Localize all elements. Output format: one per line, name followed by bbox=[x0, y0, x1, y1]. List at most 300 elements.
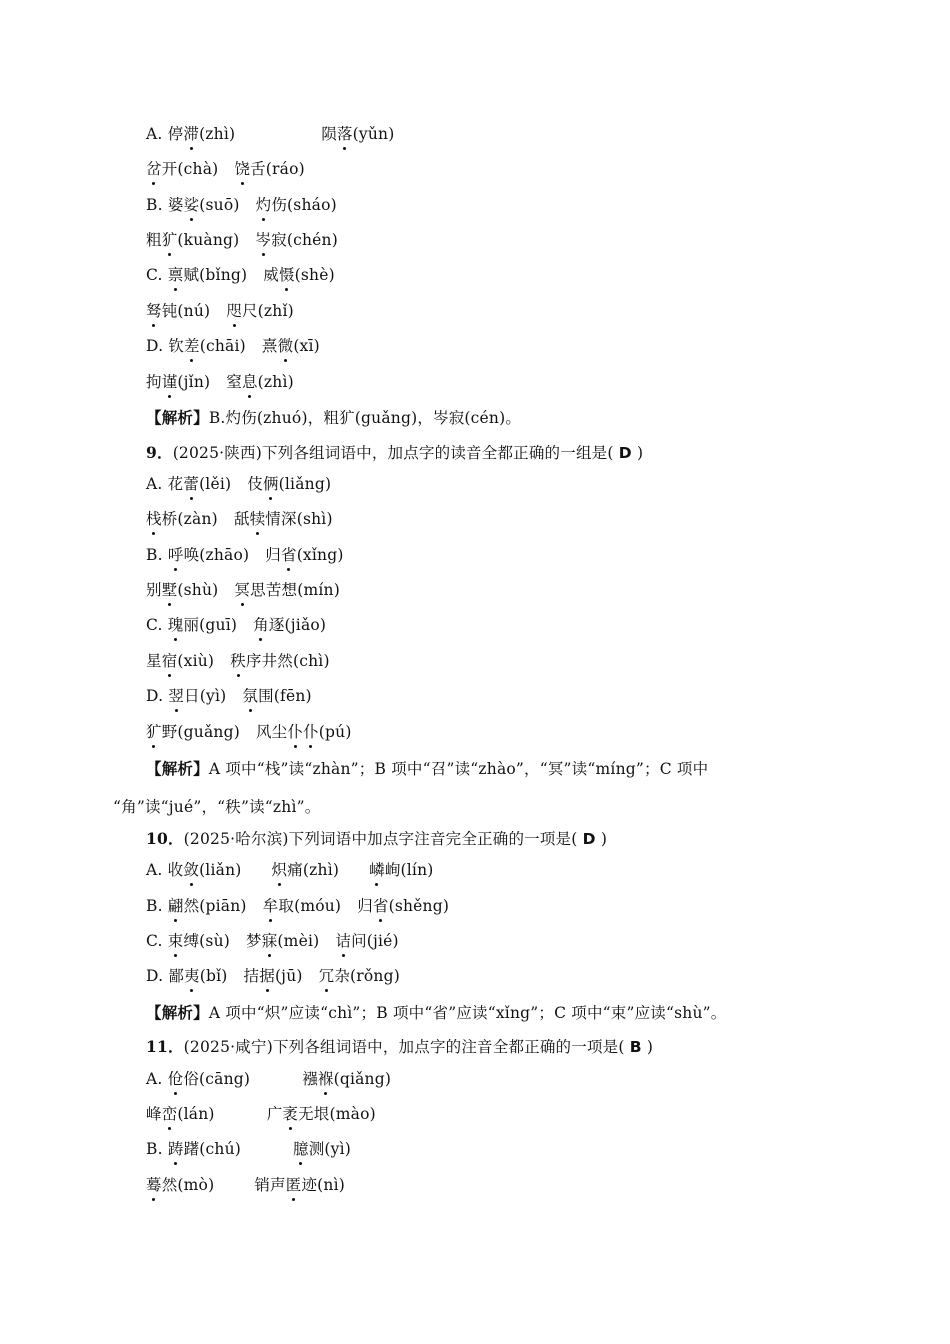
plain-text: 缚(sù) bbox=[183, 932, 231, 950]
text-line-l16 bbox=[146, 651, 330, 671]
text-line-l20 bbox=[113, 797, 320, 817]
dotted-char: 岑 bbox=[255, 231, 272, 249]
dotted-char: 嶙 bbox=[369, 861, 385, 879]
plain-text: (shù) bbox=[177, 581, 219, 599]
plain-text: A 项中“栈”读“zhàn”；B 项中“召”读“zhào”，“冥”读“míng”；C 项中 bbox=[208, 760, 709, 778]
plain-text: 别 bbox=[146, 581, 162, 599]
emphasized-character bbox=[278, 337, 294, 355]
plain-text: 桥(zàn) bbox=[161, 510, 218, 528]
emphasis-dot-icon bbox=[262, 218, 265, 221]
emphasized-character bbox=[183, 125, 199, 143]
emphasized-character bbox=[262, 932, 278, 950]
emphasized-character bbox=[287, 723, 303, 741]
dotted-char: 呼 bbox=[167, 546, 184, 564]
emphasized-character bbox=[168, 1140, 184, 1158]
dotted-char: 匿 bbox=[285, 1176, 302, 1194]
emphasis-dot-icon bbox=[174, 919, 177, 922]
emphasized-character bbox=[168, 932, 184, 950]
dotted-char: 瑰 bbox=[167, 616, 184, 634]
emphasized-character bbox=[168, 687, 184, 705]
plain-text: 杂(rǒng) bbox=[334, 967, 400, 985]
plain-text: (2025·咸宁)下列各组词语中，加点字的注音全都正确的一项是( bbox=[183, 1038, 630, 1056]
emphasis-dot-icon bbox=[324, 1092, 327, 1095]
text-line-l26 bbox=[146, 1003, 726, 1023]
emphasized-character bbox=[184, 337, 200, 355]
emphasis-dot-icon bbox=[175, 709, 178, 712]
dotted-char: 落 bbox=[336, 125, 353, 143]
dotted-char: 犷 bbox=[161, 231, 178, 249]
dotted-char: 臆 bbox=[293, 1140, 309, 1158]
label-text: 9． bbox=[146, 443, 173, 462]
plain-text: (zhì) bbox=[199, 125, 236, 143]
text-line-l10 bbox=[146, 443, 643, 463]
emphasis-dot-icon bbox=[168, 674, 171, 677]
emphasis-dot-icon bbox=[152, 324, 155, 327]
dotted-char: 翩 bbox=[167, 897, 184, 915]
dotted-char: 俩 bbox=[262, 475, 279, 493]
emphasized-character bbox=[168, 266, 184, 284]
emphasis-dot-icon bbox=[268, 954, 271, 957]
plain-text: 然(mò) bbox=[161, 1176, 215, 1194]
emphasis-dot-icon bbox=[325, 989, 328, 992]
dotted-char: 束 bbox=[167, 932, 184, 950]
text-line-l29 bbox=[146, 1104, 376, 1124]
plain-text: 钦 bbox=[168, 337, 185, 355]
label-text: 【解析】 bbox=[146, 1003, 209, 1022]
emphasized-character bbox=[279, 266, 295, 284]
dotted-char: 踌 bbox=[167, 1140, 184, 1158]
plain-text: A. bbox=[146, 475, 168, 493]
plain-text: B. bbox=[146, 1140, 168, 1158]
emphasized-character bbox=[281, 546, 297, 564]
emphasis-dot-icon bbox=[343, 147, 346, 150]
emphasis-dot-icon bbox=[168, 395, 171, 398]
plain-text: 思苦想(mín) bbox=[250, 581, 340, 599]
dotted-char: 牟 bbox=[262, 897, 279, 915]
dotted-char: 省 bbox=[280, 546, 297, 564]
plain-text: D. bbox=[146, 337, 169, 355]
plain-text: (qiǎng) bbox=[333, 1070, 392, 1088]
plain-text: 伎 bbox=[247, 475, 263, 493]
plain-text: B. bbox=[146, 897, 168, 915]
emphasized-character bbox=[230, 652, 246, 670]
dotted-char: 蕾 bbox=[183, 475, 200, 493]
text-line-l15 bbox=[146, 615, 326, 635]
text-line-l11 bbox=[146, 474, 331, 494]
dotted-char: 冥 bbox=[234, 581, 251, 599]
answer-letter: B bbox=[629, 1038, 642, 1056]
emphasis-dot-icon bbox=[190, 497, 193, 500]
emphasized-character bbox=[335, 932, 351, 950]
plain-text: (pú) bbox=[318, 723, 352, 741]
plain-text: 丽(guī) bbox=[183, 616, 238, 634]
plain-text: 寂(chén) bbox=[271, 231, 338, 249]
dotted-char: 寐 bbox=[261, 932, 278, 950]
emphasis-dot-icon bbox=[284, 359, 287, 362]
plain-text: 峰 bbox=[146, 1105, 162, 1123]
text-line-l24 bbox=[146, 931, 399, 951]
dotted-char: 省 bbox=[372, 897, 389, 915]
emphasized-character bbox=[146, 302, 162, 320]
dotted-char: 娑 bbox=[183, 196, 200, 214]
plain-text: (lěi) bbox=[199, 475, 232, 493]
label-text: 10． bbox=[146, 829, 184, 848]
emphasized-character bbox=[242, 373, 258, 391]
dotted-char: 滞 bbox=[183, 125, 200, 143]
text-line-l14 bbox=[146, 580, 340, 600]
emphasized-character bbox=[146, 160, 162, 178]
emphasis-dot-icon bbox=[287, 568, 290, 571]
plain-text: ) bbox=[595, 830, 608, 848]
plain-text: 测(yì) bbox=[308, 1140, 352, 1158]
text-line-l12 bbox=[146, 509, 333, 529]
emphasized-character bbox=[259, 967, 275, 985]
emphasis-dot-icon bbox=[292, 1198, 295, 1201]
plain-text: C. bbox=[146, 932, 168, 950]
emphasized-character bbox=[250, 510, 266, 528]
emphasized-character bbox=[162, 652, 178, 670]
emphasized-character bbox=[168, 616, 184, 634]
plain-text: 伤(sháo) bbox=[271, 196, 337, 214]
emphasized-character bbox=[369, 861, 385, 879]
dotted-char: 峦 bbox=[161, 1105, 178, 1123]
plain-text: 序井然(chì) bbox=[245, 652, 330, 670]
plain-text: 无垠(mào) bbox=[298, 1105, 376, 1123]
dotted-char: 谨 bbox=[161, 373, 178, 391]
plain-text: 风尘 bbox=[255, 723, 288, 741]
emphasized-character bbox=[373, 897, 389, 915]
label-text: 【解析】 bbox=[146, 759, 209, 778]
emphasized-character bbox=[146, 1176, 162, 1194]
emphasized-character bbox=[272, 861, 288, 879]
plain-text: (xī) bbox=[293, 337, 320, 355]
plain-text: (xiù) bbox=[177, 652, 215, 670]
dotted-char: 敛 bbox=[183, 861, 200, 879]
plain-text: (shěng) bbox=[388, 897, 450, 915]
dotted-char: 慑 bbox=[278, 266, 295, 284]
plain-text: 取(móu) bbox=[278, 897, 342, 915]
emphasis-dot-icon bbox=[269, 497, 272, 500]
plain-text: B. bbox=[146, 196, 168, 214]
emphasis-dot-icon bbox=[190, 359, 193, 362]
emphasized-character bbox=[256, 196, 272, 214]
plain-text: 逐(jiǎo) bbox=[268, 616, 327, 634]
text-line-l25 bbox=[146, 966, 400, 986]
dotted-char: 袤 bbox=[282, 1105, 299, 1123]
plain-text: 问(jié) bbox=[351, 932, 399, 950]
emphasis-dot-icon bbox=[248, 395, 251, 398]
dotted-char: 咫 bbox=[226, 302, 242, 320]
text-line-l28 bbox=[146, 1069, 391, 1089]
emphasized-character bbox=[162, 231, 178, 249]
plain-text: (suō) bbox=[199, 196, 240, 214]
text-line-l5 bbox=[146, 265, 335, 285]
plain-text: 襁 bbox=[302, 1070, 318, 1088]
dotted-char: 岔 bbox=[146, 160, 162, 178]
emphasis-dot-icon bbox=[241, 603, 244, 606]
plain-text: A 项中“炽”应读“chì”；B 项中“省”应读“xǐng”；C 项中“束”应读“shù”。 bbox=[208, 1004, 727, 1022]
plain-text: (chāi) bbox=[199, 337, 246, 355]
plain-text: B.灼伤(zhuó)，粗犷(guǎng)，岑寂(cén)。 bbox=[208, 409, 522, 427]
plain-text: (liǎn) bbox=[199, 861, 242, 879]
label-text: 11． bbox=[146, 1037, 184, 1056]
emphasis-dot-icon bbox=[190, 147, 193, 150]
text-line-l13 bbox=[146, 545, 344, 565]
text-line-l27 bbox=[146, 1037, 653, 1057]
plain-text: A. bbox=[146, 125, 168, 143]
plain-text: ) bbox=[641, 1038, 654, 1056]
emphasis-dot-icon bbox=[241, 182, 244, 185]
text-line-l2 bbox=[146, 159, 305, 179]
answer-letter: D bbox=[618, 444, 632, 462]
emphasized-character bbox=[234, 581, 250, 599]
emphasis-dot-icon bbox=[249, 709, 252, 712]
dotted-char: 褓 bbox=[317, 1070, 334, 1088]
emphasized-character bbox=[319, 967, 335, 985]
emphasized-character bbox=[242, 687, 258, 705]
plain-text: 拘 bbox=[146, 373, 162, 391]
dotted-char: 犷 bbox=[146, 723, 162, 741]
plain-text: “角”读“jué”，“秩”读“zhì”。 bbox=[113, 798, 321, 816]
emphasis-dot-icon bbox=[342, 954, 345, 957]
plain-text: C. bbox=[146, 616, 168, 634]
emphasized-character bbox=[234, 160, 250, 178]
emphasized-character bbox=[162, 373, 178, 391]
plain-text: (2025·哈尔滨)下列词语中加点字注音完全正确的一项是( bbox=[183, 830, 583, 848]
emphasized-character bbox=[162, 1105, 178, 1123]
plain-text: 拮 bbox=[243, 967, 260, 985]
text-line-l30 bbox=[146, 1139, 351, 1159]
plain-text: D. bbox=[146, 967, 169, 985]
dotted-char: 夷 bbox=[184, 967, 200, 985]
dotted-char: 据 bbox=[259, 967, 275, 985]
text-line-l19 bbox=[146, 759, 708, 779]
dotted-char: 微 bbox=[277, 337, 294, 355]
plain-text: 舐 bbox=[233, 510, 250, 528]
emphasis-dot-icon bbox=[237, 674, 240, 677]
plain-text: 归 bbox=[357, 897, 373, 915]
emphasized-character bbox=[162, 581, 178, 599]
dotted-char: 驽 bbox=[146, 302, 162, 320]
plain-text: 陨 bbox=[321, 125, 337, 143]
emphasis-dot-icon bbox=[266, 989, 269, 992]
plain-text: (2025·陕西)下列各组词语中，加点字的读音全都正确的一组是( bbox=[172, 444, 619, 462]
emphasized-character bbox=[286, 1176, 302, 1194]
emphasized-character bbox=[226, 302, 242, 320]
plain-text: 开(chà) bbox=[161, 160, 219, 178]
plain-text: 熹 bbox=[261, 337, 278, 355]
emphasis-dot-icon bbox=[259, 638, 262, 641]
text-line-l17 bbox=[146, 686, 312, 706]
emphasized-character bbox=[293, 1140, 309, 1158]
plain-text: 婆 bbox=[167, 196, 184, 214]
emphasis-dot-icon bbox=[174, 568, 177, 571]
plain-text: 舌(ráo) bbox=[250, 160, 305, 178]
dotted-char: 诘 bbox=[335, 932, 352, 950]
plain-text: 钝(nú) bbox=[161, 302, 211, 320]
emphasis-dot-icon bbox=[174, 638, 177, 641]
emphasis-dot-icon bbox=[168, 1127, 171, 1130]
emphasis-dot-icon bbox=[152, 1198, 155, 1201]
emphasis-dot-icon bbox=[152, 532, 155, 535]
plain-text: 日(yì) bbox=[184, 687, 227, 705]
emphasis-dot-icon bbox=[285, 288, 288, 291]
plain-text: 俗(cāng) bbox=[183, 1070, 251, 1088]
dotted-char: 饶 bbox=[234, 160, 251, 178]
dotted-char: 角 bbox=[253, 616, 269, 634]
emphasized-character bbox=[168, 897, 184, 915]
emphasis-dot-icon bbox=[174, 1162, 177, 1165]
plain-text: 迹(nì) bbox=[301, 1176, 345, 1194]
label-text: 【解析】 bbox=[146, 408, 209, 427]
emphasized-character bbox=[184, 967, 200, 985]
plain-text: 花 bbox=[167, 475, 184, 493]
emphasis-dot-icon bbox=[309, 745, 312, 748]
emphasis-dot-icon bbox=[262, 253, 265, 256]
plain-text: D. bbox=[146, 687, 169, 705]
emphasized-character bbox=[337, 125, 353, 143]
dotted-char: 翌 bbox=[168, 687, 185, 705]
plain-text: 归 bbox=[265, 546, 281, 564]
emphasis-dot-icon bbox=[168, 603, 171, 606]
plain-text: (jǐn) bbox=[177, 373, 211, 391]
emphasized-character bbox=[168, 1070, 184, 1088]
dotted-char: 墅 bbox=[161, 581, 178, 599]
plain-text: B. bbox=[146, 546, 168, 564]
text-line-l4 bbox=[146, 230, 338, 250]
dotted-char: 息 bbox=[241, 373, 258, 391]
plain-text: (shè) bbox=[294, 266, 335, 284]
emphasis-dot-icon bbox=[190, 883, 193, 886]
emphasized-character bbox=[183, 861, 199, 879]
text-line-l22 bbox=[146, 860, 434, 880]
emphasis-dot-icon bbox=[233, 324, 236, 327]
plain-text: 情深(shì) bbox=[265, 510, 333, 528]
text-line-l1 bbox=[146, 124, 395, 144]
emphasis-dot-icon bbox=[168, 253, 171, 256]
emphasis-dot-icon bbox=[294, 745, 297, 748]
plain-text: 窒 bbox=[226, 373, 242, 391]
plain-text: (lán) bbox=[177, 1105, 215, 1123]
emphasis-dot-icon bbox=[174, 288, 177, 291]
plain-text: 停 bbox=[167, 125, 184, 143]
plain-text: 围(fēn) bbox=[258, 687, 312, 705]
answer-letter: D bbox=[582, 830, 596, 848]
plain-text: (kuàng) bbox=[177, 231, 240, 249]
dotted-char: 差 bbox=[184, 337, 200, 355]
emphasis-dot-icon bbox=[379, 919, 382, 922]
text-line-l7 bbox=[146, 336, 320, 356]
dotted-char: 宿 bbox=[161, 652, 178, 670]
emphasized-character bbox=[263, 897, 279, 915]
emphasized-character bbox=[184, 196, 200, 214]
dotted-char: 禀 bbox=[167, 266, 184, 284]
plain-text: 唤(zhāo) bbox=[183, 546, 250, 564]
plain-text: (liǎng) bbox=[278, 475, 332, 493]
text-line-l18 bbox=[146, 722, 352, 742]
text-line-l3 bbox=[146, 195, 337, 215]
plain-text: 星 bbox=[146, 652, 162, 670]
emphasis-dot-icon bbox=[375, 883, 378, 886]
emphasis-dot-icon bbox=[152, 745, 155, 748]
plain-text: (zhì) bbox=[257, 373, 294, 391]
text-line-l21 bbox=[146, 829, 607, 849]
emphasis-dot-icon bbox=[299, 1162, 302, 1165]
dotted-char: 伧 bbox=[167, 1070, 184, 1088]
dotted-char: 秩 bbox=[230, 652, 246, 670]
emphasized-character bbox=[168, 546, 184, 564]
dotted-char: 犊 bbox=[249, 510, 266, 528]
dotted-char: 仆 bbox=[287, 723, 304, 741]
emphasized-character bbox=[282, 1105, 298, 1123]
emphasized-character bbox=[183, 475, 199, 493]
plain-text: 痛(zhì) bbox=[287, 861, 340, 879]
emphasis-dot-icon bbox=[190, 989, 193, 992]
plain-text: ) bbox=[631, 444, 644, 462]
plain-text: 野(guǎng) bbox=[161, 723, 240, 741]
plain-text: (jū) bbox=[274, 967, 303, 985]
emphasis-dot-icon bbox=[278, 883, 281, 886]
dotted-char: 冗 bbox=[318, 967, 335, 985]
plain-text: 峋(lín) bbox=[384, 861, 434, 879]
plain-text: A. bbox=[146, 861, 168, 879]
plain-text: (mèi) bbox=[277, 932, 320, 950]
dotted-char: 栈 bbox=[146, 510, 162, 528]
plain-text: 躇(chú) bbox=[183, 1140, 242, 1158]
plain-text: C. bbox=[146, 266, 168, 284]
emphasized-character bbox=[318, 1070, 334, 1088]
emphasized-character bbox=[146, 510, 162, 528]
emphasis-dot-icon bbox=[174, 1092, 177, 1095]
emphasis-dot-icon bbox=[152, 182, 155, 185]
plain-text: 广 bbox=[266, 1105, 283, 1123]
plain-text: (xǐng) bbox=[296, 546, 344, 564]
emphasis-dot-icon bbox=[269, 919, 272, 922]
text-line-l6 bbox=[146, 301, 294, 321]
text-line-l8 bbox=[146, 372, 294, 392]
dotted-char: 炽 bbox=[271, 861, 288, 879]
plain-text: 粗 bbox=[146, 231, 162, 249]
emphasized-character bbox=[263, 475, 279, 493]
plain-text: (yǔn) bbox=[352, 125, 395, 143]
emphasis-dot-icon bbox=[174, 954, 177, 957]
plain-text: 威 bbox=[263, 266, 279, 284]
emphasis-dot-icon bbox=[289, 1127, 292, 1130]
emphasized-character bbox=[253, 616, 269, 634]
emphasis-dot-icon bbox=[190, 218, 193, 221]
text-line-l23 bbox=[146, 896, 449, 916]
dotted-char: 仆 bbox=[303, 723, 319, 741]
plain-text: 梦 bbox=[246, 932, 262, 950]
dotted-char: 灼 bbox=[255, 196, 272, 214]
emphasized-character bbox=[255, 231, 271, 249]
plain-text: 销声 bbox=[254, 1176, 286, 1194]
plain-text: A. bbox=[146, 1070, 168, 1088]
plain-text: 收 bbox=[167, 861, 184, 879]
text-line-l9 bbox=[146, 408, 521, 428]
emphasized-character bbox=[146, 723, 162, 741]
plain-text: 然(piān) bbox=[183, 897, 247, 915]
text-line-l31 bbox=[146, 1175, 345, 1195]
plain-text: 尺(zhǐ) bbox=[241, 302, 294, 320]
emphasized-character bbox=[303, 723, 319, 741]
dotted-char: 蓦 bbox=[146, 1176, 162, 1194]
plain-text: 鄙 bbox=[168, 967, 185, 985]
plain-text: (bǐ) bbox=[199, 967, 228, 985]
emphasis-dot-icon bbox=[256, 532, 259, 535]
plain-text: 赋(bǐng) bbox=[183, 266, 248, 284]
dotted-char: 氛 bbox=[242, 687, 259, 705]
